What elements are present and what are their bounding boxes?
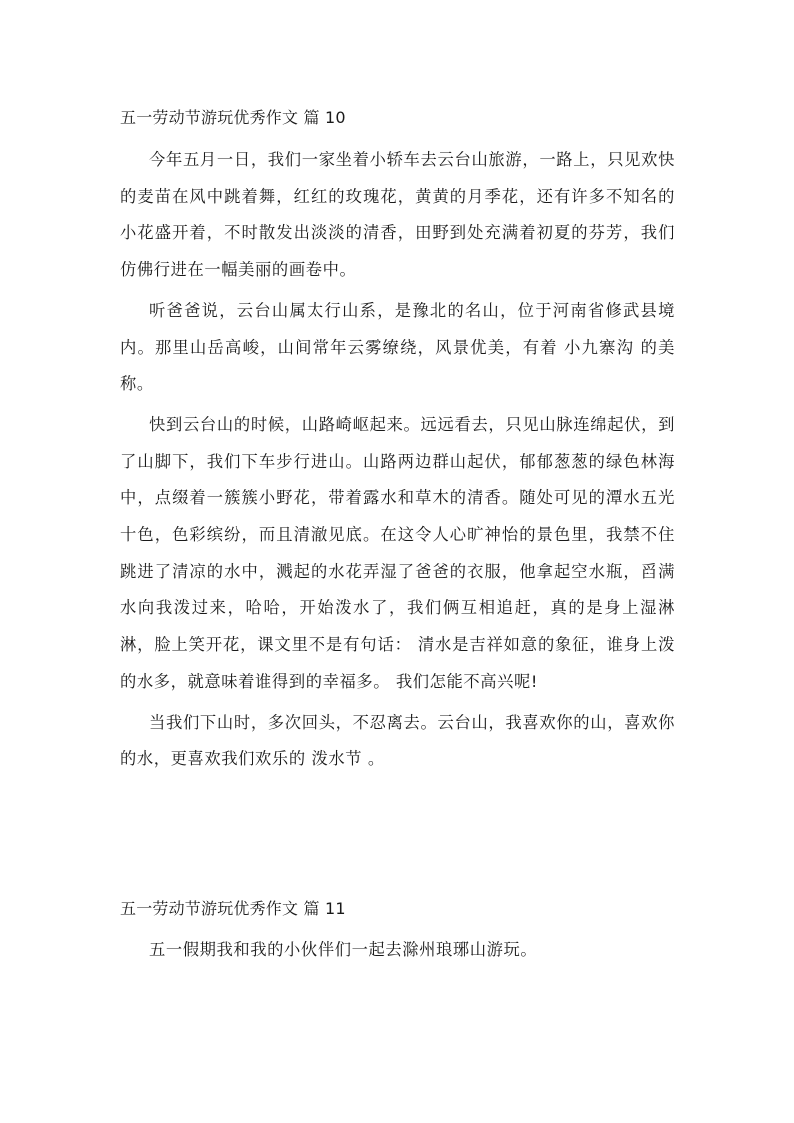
paragraph: 今年五月一日，我们一家坐着小轿车去云台山旅游，一路上，只见欢快的麦苗在风中跳着舞，红红的玫瑰花，黄黄的月季花，还有许多不知名的小花盛开着，不时散发出淡淡的清香，田野到处充满着初夏的芬芳，我们仿佛行进在一幅美丽的画卷中。 bbox=[120, 150, 675, 280]
section-heading-11: 五一劳动节游玩优秀作文 篇 11 bbox=[120, 899, 346, 918]
paragraph: 五一假期我和我的小伙伴们一起去滁州琅琊山游玩。 bbox=[149, 940, 538, 959]
section-body-11 bbox=[120, 932, 675, 969]
section-heading-10: 五一劳动节游玩优秀作文 篇 10 bbox=[120, 108, 346, 127]
paragraph: 当我们下山时，多次回头，不忍离去。云台山，我喜欢你的山，喜欢你的水，更喜欢我们欢乐的 泼水节 。 bbox=[120, 712, 675, 769]
paragraph: 听爸爸说，云台山属太行山系，是豫北的名山，位于河南省修武县境内。那里山岳高峻，山间常年云雾缭绕，风景优美，有着 小九寨沟 的美称。 bbox=[120, 300, 675, 394]
section-body-10 bbox=[120, 142, 675, 778]
paragraph: 快到云台山的时候，山路崎岖起来。远远看去，只见山脉连绵起伏，到了山脚下，我们下车步行进山。山路两边群山起伏，郁郁葱葱的绿色林海中，点缀着一簇簇小野花，带着露水和草木的清香。随处可见的潭水五光十色，色彩缤纷，而且清澈见底。在这令人心旷神怡的景色里，我禁不住跳进了清凉的水中，溅起的水花弄湿了爸爸的衣服，他拿起空水瓶，舀满水向我泼过来，哈哈，开始泼水了，我们俩互相追赶，真的是身上湿淋淋，脸上笑开花，课文里不是有句话： 清水是吉祥如意的象征，谁身上泼的水多，就意味着谁得到的幸福多。 我们怎能不高兴呢! bbox=[120, 414, 675, 691]
